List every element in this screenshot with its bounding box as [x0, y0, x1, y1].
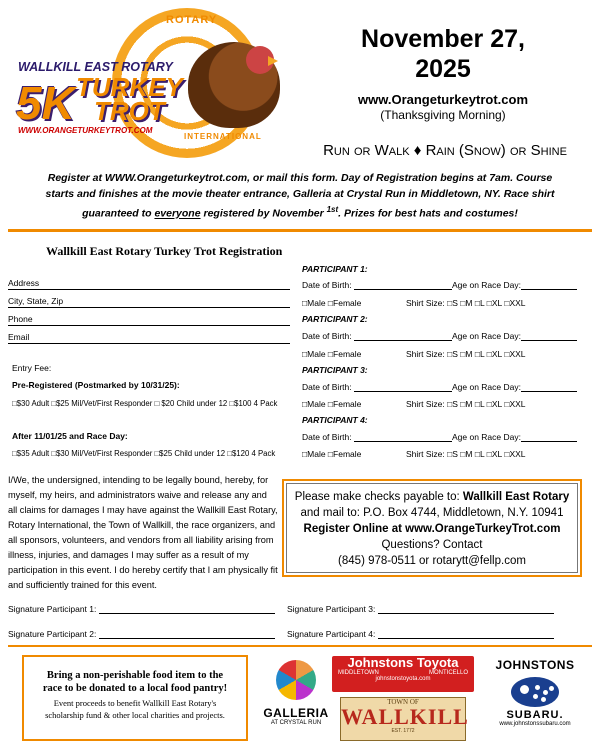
johnstons-subaru-logo — [480, 658, 590, 742]
waiver-text: I/We, the undersigned, intending to be legally bound, hereby, for myself, my heirs, and administrators waive and release any and all claims for damages I may have against the Wallkill East Rotary, Rotary International, the Town of Wallkill, the race organizers, and all sponsors, volunteers, and vendors from all liability arising from illness, injuries, and damages I may suffer as a result of my participation in this event. I do hereby certify that I am physically fit and sufficiently trained for this event. — [8, 475, 278, 590]
galleria-name: GALLERIA — [263, 706, 329, 720]
subaru-dealer-name: JOHNSTONS — [495, 658, 575, 672]
intro-line-3e: . Prizes for best hats and costumes! — [338, 207, 518, 220]
participant-2-gender[interactable]: □Male □Female — [302, 349, 362, 359]
participant-3-shirt[interactable]: Shirt Size: □S □M □L □XL □XXL — [406, 399, 526, 409]
intro-line-2: starts and finishes at the movie theater entrance, Galleria at Crystal Run in Middletown, NY. Race shirt — [45, 188, 555, 200]
phone-label: Phone — [8, 314, 33, 324]
participant-1-heading: PARTICIPANT 1: — [302, 264, 368, 274]
registration-title: Wallkill East Rotary Turkey Trot Registration — [46, 244, 283, 258]
subaru-name: SUBARU. — [506, 709, 564, 721]
email-field[interactable] — [8, 332, 290, 344]
dob-label: Date of Birth: — [302, 280, 352, 290]
checks-register-online[interactable]: Register Online at www.OrangeTurkeyTrot.com — [303, 523, 561, 535]
dob-line[interactable] — [354, 441, 452, 442]
dob-line[interactable] — [354, 289, 452, 290]
galleria-mark-icon — [276, 660, 316, 700]
age-label: Age on Race Day: — [451, 331, 521, 341]
entry-fee-label: Entry Fee: — [12, 363, 52, 373]
age-line[interactable] — [521, 289, 577, 290]
dob-line[interactable] — [354, 391, 452, 392]
event-subtitle: (Thanksgiving Morning) — [380, 108, 506, 122]
logo-ring-bottom: INTERNATIONAL — [184, 132, 262, 141]
logo-5k: 5K — [16, 77, 75, 129]
participant-4-shirt[interactable]: Shirt Size: □S □M □L □XL □XXL — [406, 449, 526, 459]
food-line-4: scholarship fund & other local charities and projects. — [45, 710, 225, 720]
participant-4-heading: PARTICIPANT 4: — [302, 415, 368, 425]
participant-1-dob-row[interactable] — [302, 280, 582, 290]
wallkill-name: WALLKILL — [341, 704, 469, 729]
event-date-line2: 2025 — [415, 55, 471, 83]
pre-registered-fees[interactable]: □$30 Adult □$25 Mil/Vet/First Responder □ $20 Child under 12 □$100 4 Pack — [12, 399, 278, 408]
food-line-1: Bring a non-perishable food item to the — [46, 670, 224, 681]
galleria-sponsor-logo — [262, 660, 330, 740]
signature-2-line[interactable] — [99, 638, 275, 639]
participant-3-heading: PARTICIPANT 3: — [302, 365, 368, 375]
subaru-stars-icon — [511, 677, 559, 707]
turkey-trot-logo — [6, 2, 306, 164]
participant-3-dob-row[interactable] — [302, 382, 582, 392]
event-date — [318, 24, 568, 84]
signature-1-label: Signature Participant 1: — [8, 604, 97, 614]
age-line[interactable] — [521, 391, 577, 392]
dob-label: Date of Birth: — [302, 382, 352, 392]
toyota-url: johnstonstoyota.com — [375, 676, 431, 682]
food-donation-box — [22, 655, 248, 741]
pre-registered-label: Pre-Registered (Postmarked by 10/31/25): — [12, 380, 180, 390]
logo-turkey: TURKEY — [76, 72, 183, 102]
participant-1-shirt[interactable]: Shirt Size: □S □M □L □XL □XXL — [406, 298, 526, 308]
after-date-label: After 11/01/25 and Race Day: — [12, 431, 128, 441]
food-line-3: Event proceeds to benefit Wallkill East Rotary's — [53, 698, 217, 708]
intro-line-1: Register at WWW.Orangeturkeytrot.com, or mail this form. Day of Registration begins at 7am. Course — [47, 172, 553, 184]
intro-text — [8, 170, 592, 222]
checks-contact[interactable]: (845) 978-0511 or rotarytt@fellp.com — [338, 555, 526, 567]
event-website[interactable]: www.Orangeturkeytrot.com — [358, 92, 528, 107]
town-of-wallkill-logo — [340, 697, 469, 741]
age-line[interactable] — [521, 340, 577, 341]
logo-url: WWW.ORANGETURKEYTROT.COM — [18, 126, 153, 135]
signature-3-line[interactable] — [378, 613, 554, 614]
checks-line-1a: Please make checks payable to: — [294, 491, 463, 503]
event-date-line1: November 27, — [361, 25, 525, 53]
email-label: Email — [8, 332, 30, 342]
divider-top — [8, 229, 592, 232]
dob-line[interactable] — [354, 340, 452, 341]
logo-org-text: WALLKILL EAST ROTARY — [18, 60, 173, 74]
checks-questions: Questions? Contact — [381, 539, 483, 551]
signature-2-row[interactable] — [8, 629, 275, 639]
city-label: City, State, Zip — [8, 296, 64, 306]
signature-2-label: Signature Participant 2: — [8, 629, 97, 639]
signature-4-line[interactable] — [378, 638, 554, 639]
age-label: Age on Race Day: — [451, 432, 521, 442]
phone-field[interactable] — [8, 314, 290, 326]
participant-2-shirt[interactable]: Shirt Size: □S □M □L □XL □XXL — [406, 349, 526, 359]
intro-everyone: everyone — [154, 207, 201, 220]
participant-2-heading: PARTICIPANT 2: — [302, 314, 368, 324]
participant-4-gender[interactable]: □Male □Female — [302, 449, 362, 459]
signature-1-row[interactable] — [8, 604, 275, 614]
toyota-location-right: MONTICELLO — [428, 670, 468, 676]
wallkill-sub: EST. 1772 — [391, 728, 415, 734]
johnstons-toyota-logo — [332, 656, 474, 692]
signature-3-label: Signature Participant 3: — [287, 604, 376, 614]
intro-line-3a: guaranteed to — [82, 207, 155, 220]
checks-payee: Wallkill East Rotary — [462, 491, 570, 503]
event-tagline: Run or Walk ♦ Rain (Snow) or Shine — [323, 142, 567, 159]
signature-4-row[interactable] — [287, 629, 554, 639]
age-line[interactable] — [521, 441, 577, 442]
town-of-label: TOWN OF — [387, 698, 419, 706]
intro-line-3c: registered by November — [200, 207, 327, 220]
logo-trot: TROT — [94, 96, 165, 126]
city-field[interactable] — [8, 296, 290, 308]
address-field[interactable] — [8, 278, 290, 290]
checks-mail-address: and mail to: P.O. Box 4744, Middletown, N.Y. 10941 — [300, 507, 564, 519]
turkey-beak-icon — [268, 56, 278, 66]
payment-info-box — [282, 479, 582, 577]
address-label: Address — [8, 278, 40, 288]
signature-3-row[interactable] — [287, 604, 554, 614]
checks-line-1 — [284, 489, 580, 505]
age-label: Age on Race Day: — [451, 280, 521, 290]
toyota-location-left: MIDDLETOWN — [338, 670, 379, 676]
food-line-2: race to be donated to a local food pantry! — [42, 683, 228, 694]
participant-2-dob-row[interactable] — [302, 331, 582, 341]
after-date-fees[interactable]: □$35 Adult □$30 Mil/Vet/First Responder □$25 Child under 12 □$120 4 Pack — [12, 449, 276, 458]
dob-label: Date of Birth: — [302, 331, 352, 341]
dob-label: Date of Birth: — [302, 432, 352, 442]
intro-superscript: 1st — [326, 205, 339, 214]
galleria-sub: AT CRYSTAL RUN — [270, 720, 322, 726]
divider-bottom — [8, 645, 592, 647]
subaru-url: www.johnstonssubaru.com — [499, 721, 571, 727]
participant-3-gender[interactable]: □Male □Female — [302, 399, 362, 409]
participant-4-dob-row[interactable] — [302, 432, 582, 442]
intro-line-3 — [8, 202, 592, 222]
logo-ring-top: ROTARY — [166, 14, 218, 26]
toyota-name: Johnstons Toyota — [347, 655, 459, 670]
signature-1-line[interactable] — [99, 613, 275, 614]
signature-4-label: Signature Participant 4: — [287, 629, 376, 639]
participant-1-gender[interactable]: □Male □Female — [302, 298, 362, 308]
age-label: Age on Race Day: — [451, 382, 521, 392]
